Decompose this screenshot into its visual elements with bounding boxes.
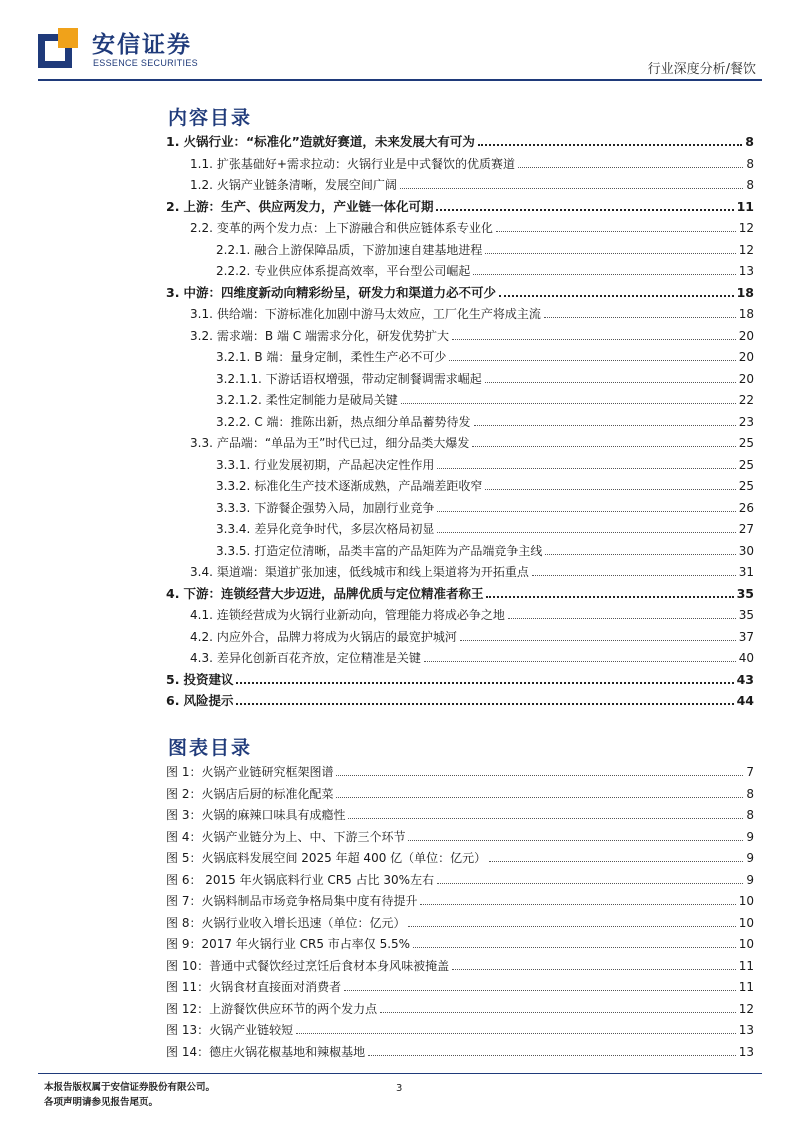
toc-entry-number: 3.3.3.: [216, 500, 251, 515]
toc-entry-page: 25: [738, 457, 754, 472]
figure-entry-title: 图 9：2017 年火锅行业 CR5 市占率仅 5.5%: [166, 937, 411, 951]
dot-leader: [472, 446, 735, 447]
toc-entry-page: 20: [738, 328, 754, 343]
essence-logo-icon: [38, 28, 78, 68]
figure-entry-title: 图 4：火锅产业链分为上、中、下游三个环节: [166, 829, 406, 844]
figure-entry-page: 13: [738, 1023, 754, 1037]
toc-entry[interactable]: [166, 281, 754, 301]
figure-entry[interactable]: [166, 825, 754, 845]
figure-entry-page: 10: [738, 894, 754, 908]
toc-entry[interactable]: [216, 345, 754, 365]
toc-entry[interactable]: [216, 259, 754, 279]
toc-entry-page: 8: [745, 134, 754, 149]
toc-entry-page: 31: [738, 565, 754, 579]
toc-entry[interactable]: [190, 173, 754, 193]
dot-leader: [408, 840, 743, 841]
toc-entry-page: 30: [738, 543, 754, 558]
toc-entry[interactable]: [166, 195, 754, 215]
dot-leader: [400, 188, 743, 189]
dot-leader: [449, 360, 735, 361]
company-name-cn: 安信证券: [92, 32, 192, 58]
figure-entry-title: 图 13：火锅产业链较短: [166, 1023, 294, 1037]
toc-entry-number: 3.2.2.: [216, 414, 251, 429]
toc-entry-title: 内应外合，品牌力将成为火锅店的最宽护城河: [216, 629, 457, 644]
toc-entry-page: 43: [736, 671, 754, 687]
toc-entry-title: 产品端：“单品为王”时代已过，细分品类大爆发: [216, 436, 470, 450]
toc-entry-page: 27: [738, 522, 754, 536]
dot-leader: [508, 618, 736, 619]
figure-entry-page: 13: [738, 1044, 754, 1059]
dot-leader: [380, 1012, 736, 1013]
figure-entry[interactable]: [166, 868, 754, 888]
figure-entry-title: 图 2：火锅店后厨的标准化配菜: [166, 786, 334, 801]
toc-entry-title: B 端：量身定制，柔性生产必不可少: [254, 350, 447, 364]
dot-leader: [437, 532, 735, 533]
toc-entry-number: 2.2.2.: [216, 264, 251, 278]
figure-entry[interactable]: [166, 1018, 754, 1038]
toc-entry-number: 4.3.: [190, 651, 213, 665]
figures-title: 图表目录: [168, 737, 253, 759]
figure-entry-title: 图 12：上游餐饮供应环节的两个发力点: [166, 1001, 378, 1016]
report-type: 行业深度分析/餐饮: [647, 62, 756, 77]
figure-entry-title: 图 7：火锅料制品市场竞争格局集中度有待提升: [166, 894, 418, 908]
toc-entry-title: 渠道端：渠道扩张加速，低线城市和线上渠道将为开拓重点: [216, 565, 529, 579]
toc-entry[interactable]: [216, 367, 754, 387]
toc-entry-number: 3.3.: [190, 436, 213, 450]
dot-leader: [518, 167, 743, 168]
page-number: 3: [396, 1083, 403, 1094]
toc-entry-title: 扩张基础好+需求拉动：火锅行业是中式餐饮的优质赛道: [216, 156, 515, 171]
toc-entry-number: 3.3.5.: [216, 543, 251, 558]
toc-entry-page: 37: [738, 629, 754, 644]
toc-entry-page: 18: [736, 284, 754, 300]
toc-entry-title: 火锅行业：“标准化”造就好赛道，未来发展大有可为: [183, 134, 475, 149]
figure-entry-title: 图 1：火锅产业链研究框架图谱: [166, 765, 334, 779]
toc-entry-page: 12: [738, 221, 754, 235]
toc-entry-title: 下游：连锁经营大步迈进，品牌优质与定位精准者称王: [183, 585, 484, 601]
toc-entry-title: 投资建议: [183, 671, 234, 687]
toc-entry-page: 12: [738, 242, 754, 257]
toc-entry[interactable]: [216, 388, 754, 408]
dot-leader: [368, 1055, 736, 1056]
toc-entry-title: 融合上游保障品质，下游加速自建基地进程: [254, 242, 483, 257]
toc-entry[interactable]: [166, 689, 754, 709]
toc-entry-page: 8: [746, 156, 754, 171]
toc-entry-title: 标准化生产技术逐渐成熟，产品端差距收窄: [254, 479, 483, 493]
toc-entry[interactable]: [216, 539, 754, 559]
toc-entry-number: 5.: [166, 671, 180, 687]
toc-entry-number: 3.3.4.: [216, 522, 251, 536]
dot-leader: [336, 775, 743, 776]
toc-entry-page: 35: [738, 608, 754, 622]
toc-entry-page: 11: [736, 198, 754, 214]
toc-entry-title: 差异化创新百花齐放，定位精准是关键: [216, 651, 421, 665]
toc-entry-page: 25: [738, 479, 754, 493]
figure-entry-title: 图 11：火锅食材直接面对消费者: [166, 980, 342, 994]
figure-entry[interactable]: [166, 889, 754, 909]
toc-entry-number: 4.: [166, 585, 180, 601]
footer-copyright: 本报告版权属于安信证券股份有限公司。: [44, 1082, 216, 1093]
dot-leader: [437, 511, 735, 512]
toc-entry[interactable]: [216, 517, 754, 537]
toc-entry-title: 行业发展初期，产品起决定性作用: [254, 457, 435, 472]
figure-entry-page: 7: [746, 765, 754, 779]
toc-entry-number: 3.2.1.2.: [216, 393, 262, 407]
toc-entry[interactable]: [190, 152, 754, 172]
dot-leader: [485, 489, 735, 490]
toc-entry-title: 柔性定制能力是破局关键: [265, 393, 398, 407]
toc-entry[interactable]: [190, 560, 754, 580]
dot-leader: [408, 926, 735, 927]
dot-leader: [336, 797, 743, 798]
figure-entry[interactable]: [166, 846, 754, 866]
dot-leader: [296, 1033, 736, 1034]
toc-entry-title: 需求端：B 端 C 端需求分化，研发优势扩大: [216, 328, 449, 343]
toc-entry-number: 3.3.1.: [216, 457, 251, 472]
toc-entry-page: 44: [736, 693, 754, 708]
figure-entry-page: 8: [746, 786, 754, 801]
toc-entry-number: 2.: [166, 198, 180, 214]
toc-entry[interactable]: [216, 453, 754, 473]
toc-entry-page: 25: [738, 436, 754, 450]
dot-leader: [436, 209, 733, 211]
dot-leader: [473, 274, 735, 275]
toc-entry-page: 8: [746, 178, 754, 192]
figure-entry-page: 9: [746, 851, 754, 865]
toc-entry-title: 火锅产业链条清晰，发展空间广阔: [216, 178, 397, 192]
figure-entry[interactable]: [166, 911, 754, 931]
figure-entry-page: 9: [746, 829, 754, 844]
footer-divider: [38, 1073, 762, 1074]
toc-entry-page: 26: [738, 500, 754, 515]
dot-leader: [401, 403, 736, 404]
dot-leader: [485, 253, 735, 254]
toc-entry-number: 3.1.: [190, 307, 213, 321]
toc-entry-page: 22: [738, 393, 754, 407]
toc-entry-title: 下游话语权增强，带动定制餐调需求崛起: [265, 371, 482, 386]
toc-entry-page: 40: [738, 651, 754, 665]
toc-entry[interactable]: [216, 238, 754, 258]
figure-entry-title: 图 14：德庄火锅花椒基地和辣椒基地: [166, 1044, 366, 1059]
toc-entry-number: 2.2.: [190, 221, 213, 235]
figure-entry-title: 图 3：火锅的麻辣口味具有成瘾性: [166, 808, 346, 822]
footer-disclaimer: 各项声明请参见报告尾页。: [44, 1097, 159, 1108]
toc-entry-title: 打造定位清晰，品类丰富的产品矩阵为产品端竞争主线: [254, 543, 543, 558]
toc-entry-number: 1.2.: [190, 178, 213, 192]
toc-entry-number: 6.: [166, 693, 180, 708]
figure-entry[interactable]: [166, 1040, 754, 1060]
toc-entry-number: 4.2.: [190, 629, 213, 644]
dot-leader: [236, 682, 733, 684]
figure-entry[interactable]: [166, 997, 754, 1017]
figure-entry-title: 图 6： 2015 年火锅底料行业 CR5 占比 30%左右: [166, 872, 435, 887]
toc-entry[interactable]: [216, 496, 754, 516]
toc-entry-title: C 端：推陈出新，热点细分单品蓄势待发: [254, 414, 471, 429]
figure-entry[interactable]: [166, 954, 754, 974]
toc-entry-title: 下游餐企强势入局，加剧行业竞争: [254, 500, 435, 515]
toc-entry-number: 1.: [166, 134, 180, 149]
dot-leader: [437, 883, 743, 884]
figure-entry-page: 10: [738, 915, 754, 930]
toc-entry-title: 风险提示: [183, 693, 234, 708]
dot-leader: [452, 969, 736, 970]
dot-leader: [420, 904, 735, 905]
toc-entry[interactable]: [190, 324, 754, 344]
toc-title: 内容目录: [168, 107, 253, 129]
toc-entry-title: 供给端：下游标准化加剧中游马太效应，工厂化生产将成主流: [216, 307, 541, 321]
company-name-en: ESSENCE SECURITIES: [93, 58, 198, 68]
dot-leader: [499, 295, 734, 297]
dot-leader: [489, 861, 743, 862]
figure-entry-page: 12: [738, 1001, 754, 1016]
dot-leader: [437, 468, 735, 469]
dot-leader: [478, 144, 742, 146]
figure-entry[interactable]: [166, 760, 754, 780]
dot-leader: [413, 947, 736, 948]
figure-entry[interactable]: [166, 803, 754, 823]
toc-entry[interactable]: [216, 474, 754, 494]
toc-entry[interactable]: [190, 431, 754, 451]
toc-entry-number: 3.4.: [190, 565, 213, 579]
toc-entry-page: 20: [738, 371, 754, 386]
toc-entry[interactable]: [190, 216, 754, 236]
figure-entry-title: 图 5：火锅底料发展空间 2025 年超 400 亿（单位：亿元）: [166, 851, 487, 865]
toc-entry-title: 中游：四维度新动向精彩纷呈，研发力和渠道力必不可少: [183, 284, 496, 300]
toc-entry-page: 20: [738, 350, 754, 364]
toc-entry-title: 差异化竞争时代，多层次格局初显: [254, 522, 435, 536]
dot-leader: [485, 382, 736, 383]
figure-entry-page: 10: [738, 937, 754, 951]
toc-entry[interactable]: [190, 302, 754, 322]
toc-entry[interactable]: [166, 130, 754, 150]
toc-entry[interactable]: [166, 668, 754, 688]
toc-entry[interactable]: [216, 410, 754, 430]
toc-entry-title: 变革的两个发力点：上下游融合和供应链体系专业化: [216, 221, 493, 235]
dot-leader: [544, 317, 736, 318]
dot-leader: [236, 703, 733, 705]
toc-entry-page: 23: [738, 414, 754, 429]
toc-entry-number: 4.1.: [190, 608, 213, 622]
toc-entry-number: 1.1.: [190, 156, 213, 171]
figure-entry[interactable]: [166, 782, 754, 802]
dot-leader: [474, 425, 736, 426]
toc-entry[interactable]: [190, 625, 754, 645]
figure-entry-page: 8: [746, 808, 754, 822]
toc-entry-page: 13: [738, 264, 754, 278]
dot-leader: [460, 640, 736, 641]
dot-leader: [452, 339, 736, 340]
toc-entry[interactable]: [190, 603, 754, 623]
figure-entry-page: 9: [746, 872, 754, 887]
page-header: [0, 0, 800, 82]
figure-entry[interactable]: [166, 932, 754, 952]
toc-entry-title: 专业供应体系提高效率，平台型公司崛起: [254, 264, 471, 278]
toc-entry-number: 3.2.: [190, 328, 213, 343]
toc-entry-number: 3.2.1.: [216, 350, 251, 364]
toc-entry-number: 3.2.1.1.: [216, 371, 262, 386]
toc-entry-title: 连锁经营成为火锅行业新动向，管理能力将成必争之地: [216, 608, 505, 622]
toc-entry[interactable]: [190, 646, 754, 666]
toc-entry-number: 2.2.1.: [216, 242, 251, 257]
figure-entry-title: 图 8：火锅行业收入增长迅速（单位：亿元）: [166, 915, 406, 930]
dot-leader: [496, 231, 736, 232]
figure-entry[interactable]: [166, 975, 754, 995]
dot-leader: [486, 596, 733, 598]
header-divider: [38, 79, 762, 81]
dot-leader: [344, 990, 736, 991]
toc-entry-number: 3.3.2.: [216, 479, 251, 493]
toc-entry-number: 3.: [166, 284, 180, 300]
toc-entry-page: 18: [738, 307, 754, 321]
toc-entry-title: 上游：生产、供应两发力，产业链一体化可期: [183, 198, 434, 214]
dot-leader: [424, 661, 736, 662]
dot-leader: [532, 575, 736, 576]
dot-leader: [545, 554, 735, 555]
toc-entry-page: 35: [736, 585, 754, 601]
figure-entry-page: 11: [738, 980, 754, 994]
dot-leader: [348, 818, 743, 819]
toc-entry[interactable]: [166, 582, 754, 602]
figure-entry-page: 11: [738, 958, 754, 973]
figure-entry-title: 图 10：普通中式餐饮经过烹饪后食材本身风味被掩盖: [166, 958, 450, 973]
